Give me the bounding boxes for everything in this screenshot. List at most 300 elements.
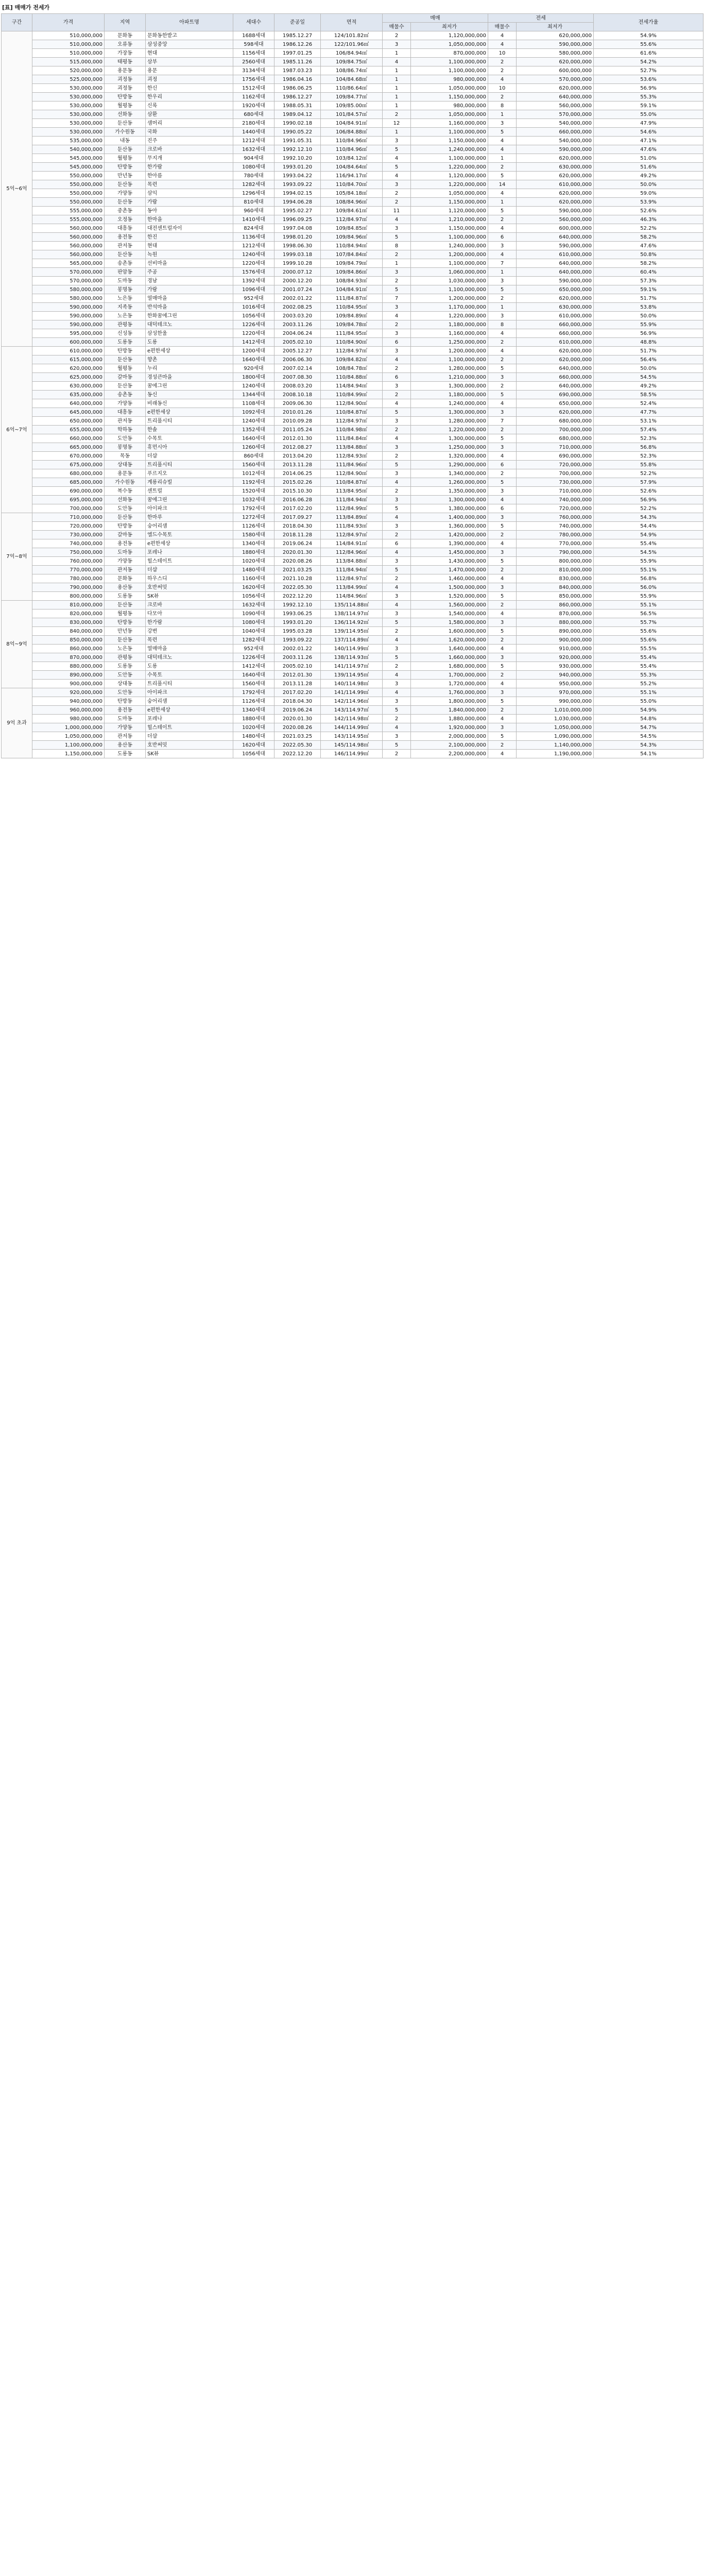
region-cell: 둔산동 [105,198,146,207]
sale-count-cell: 4 [383,548,411,557]
apt-cell: 가람 [146,198,233,207]
jeonse-price-cell: 920,000,000 [517,653,594,662]
sale-count-cell: 5 [383,706,411,715]
sale-count-cell: 5 [383,145,411,154]
region-cell: 갈마동 [105,373,146,382]
year-cell: 2011.05.24 [274,426,321,434]
area-cell: 138/114.93㎡ [321,653,383,662]
year-cell: 2018.04.30 [274,522,321,531]
price-cell: 550,000,000 [32,189,105,198]
table-row [2,653,703,662]
sale-count-cell: 3 [383,680,411,688]
table-row [2,732,703,741]
ratio-cell: 47.9% [594,119,703,128]
jeonse-count-cell: 2 [488,566,517,574]
year-cell: 1995.03.28 [274,627,321,636]
region-cell: 탄방동 [105,163,146,172]
size-cell: 810세대 [233,198,274,207]
region-cell: 태평동 [105,58,146,66]
jeonse-price-cell: 610,000,000 [517,338,594,347]
table-row [2,285,703,294]
price-cell: 560,000,000 [32,242,105,250]
sale-price-cell: 1,150,000,000 [411,137,488,145]
sale-price-cell: 1,240,000,000 [411,242,488,250]
apt-cell: 삼익 [146,189,233,198]
jeonse-count-cell: 2 [488,601,517,609]
ratio-cell: 55.9% [594,320,703,329]
sale-price-cell: 1,680,000,000 [411,662,488,671]
sale-count-cell: 5 [383,233,411,242]
year-cell: 1993.09.22 [274,180,321,189]
region-cell: 봉명동 [105,443,146,452]
jeonse-price-cell: 580,000,000 [517,49,594,58]
size-cell: 1410세대 [233,215,274,224]
size-cell: 1440세대 [233,128,274,137]
sale-price-cell: 1,350,000,000 [411,487,488,496]
jeonse-price-cell: 680,000,000 [517,434,594,443]
sale-count-cell: 4 [383,513,411,522]
table-row [2,242,703,250]
size-cell: 1012세대 [233,469,274,478]
jeonse-count-cell: 5 [488,627,517,636]
size-cell: 952세대 [233,294,274,303]
region-cell: 송촌동 [105,259,146,268]
ratio-cell: 53.9% [594,198,703,207]
sale-count-cell: 2 [383,391,411,399]
size-cell: 1080세대 [233,163,274,172]
table-row [2,119,703,128]
ratio-cell: 53.1% [594,417,703,426]
price-cell: 560,000,000 [32,233,105,242]
price-cell: 830,000,000 [32,618,105,627]
price-cell: 700,000,000 [32,504,105,513]
price-table [1,13,703,758]
jeonse-count-cell: 4 [488,137,517,145]
ratio-cell: 50.0% [594,364,703,373]
area-cell: 114/84.91㎡ [321,539,383,548]
sale-count-cell: 3 [383,329,411,338]
sale-price-cell: 1,390,000,000 [411,539,488,548]
table-row [2,461,703,469]
ratio-cell: 54.5% [594,732,703,741]
sale-count-cell: 4 [383,583,411,592]
year-cell: 2012.08.27 [274,443,321,452]
year-cell: 1992.12.10 [274,145,321,154]
sale-count-cell: 2 [383,198,411,207]
area-cell: 110/84.96㎡ [321,145,383,154]
size-cell: 1162세대 [233,93,274,101]
jeonse-price-cell: 620,000,000 [517,408,594,417]
year-cell: 1990.05.22 [274,128,321,137]
jeonse-count-cell: 2 [488,66,517,75]
region-cell: 판암동 [105,268,146,277]
apt-cell: 삼부 [146,58,233,66]
ratio-cell: 59.1% [594,285,703,294]
jeonse-count-cell: 2 [488,741,517,750]
jeonse-price-cell: 840,000,000 [517,583,594,592]
region-cell: 둔산동 [105,601,146,609]
apt-cell: 목련 [146,636,233,645]
area-cell: 111/84.95㎡ [321,329,383,338]
area-cell: 110/84.87㎡ [321,408,383,417]
page [0,0,704,758]
apt-cell: 호반써밋 [146,583,233,592]
jeonse-count-cell: 4 [488,31,517,40]
apt-cell: 대덕테크노 [146,653,233,662]
sale-price-cell: 1,120,000,000 [411,31,488,40]
jeonse-price-cell: 780,000,000 [517,531,594,539]
region-cell: 둔산동 [105,145,146,154]
table-row [2,671,703,680]
apt-cell: 강변 [146,627,233,636]
jeonse-count-cell: 7 [488,259,517,268]
table-row [2,40,703,49]
sale-price-cell: 1,620,000,000 [411,636,488,645]
year-cell: 1986.06.25 [274,84,321,93]
apt-cell: 열매마을 [146,294,233,303]
apt-cell: 선비마을 [146,259,233,268]
apt-cell: 크로바 [146,601,233,609]
sale-price-cell: 1,640,000,000 [411,645,488,653]
ratio-cell: 55.4% [594,653,703,662]
ratio-cell: 55.1% [594,688,703,697]
size-cell: 824세대 [233,224,274,233]
sale-price-cell: 1,210,000,000 [411,373,488,382]
size-cell: 1580세대 [233,531,274,539]
area-cell: 113/84.95㎡ [321,487,383,496]
table-row [2,58,703,66]
jeonse-price-cell: 640,000,000 [517,364,594,373]
apt-cell: 한솔 [146,426,233,434]
jeonse-count-cell: 4 [488,452,517,461]
sale-count-cell: 3 [383,645,411,653]
header-year: 준공일 [274,14,321,31]
jeonse-count-cell: 5 [488,285,517,294]
region-cell: 월평동 [105,609,146,618]
sale-price-cell: 1,300,000,000 [411,496,488,504]
sale-price-cell: 1,180,000,000 [411,320,488,329]
sale-price-cell: 2,000,000,000 [411,732,488,741]
year-cell: 2018.11.28 [274,531,321,539]
year-cell: 2017.02.20 [274,688,321,697]
ratio-cell: 47.7% [594,408,703,417]
region-cell: 도안동 [105,671,146,680]
sale-count-cell: 2 [383,627,411,636]
apt-cell: 꿈에그린 [146,382,233,391]
size-cell: 1640세대 [233,355,274,364]
apt-cell: 포레나 [146,715,233,723]
jeonse-price-cell: 650,000,000 [517,399,594,408]
year-cell: 2003.11.26 [274,653,321,662]
jeonse-count-cell: 5 [488,592,517,601]
size-cell: 1480세대 [233,732,274,741]
jeonse-price-cell: 1,140,000,000 [517,741,594,750]
size-cell: 1126세대 [233,522,274,531]
sale-price-cell: 1,120,000,000 [411,207,488,215]
sale-price-cell: 1,800,000,000 [411,697,488,706]
table-row [2,110,703,119]
price-cell: 530,000,000 [32,119,105,128]
price-cell: 665,000,000 [32,443,105,452]
year-cell: 2006.06.30 [274,355,321,364]
sale-price-cell: 1,150,000,000 [411,93,488,101]
area-cell: 109/84.61㎡ [321,207,383,215]
price-cell: 555,000,000 [32,207,105,215]
apt-cell: 비래동신 [146,399,233,408]
size-cell: 1344세대 [233,391,274,399]
sale-price-cell: 1,260,000,000 [411,478,488,487]
apt-cell: 한가람 [146,618,233,627]
year-cell: 1999.10.28 [274,259,321,268]
table-row [2,723,703,732]
apt-cell: 삼성중앙 [146,40,233,49]
ratio-cell: 55.1% [594,566,703,574]
table-row [2,531,703,539]
ratio-cell: 59.0% [594,189,703,198]
sale-count-cell: 2 [383,487,411,496]
jeonse-price-cell: 690,000,000 [517,452,594,461]
table-row [2,303,703,312]
size-cell: 1560세대 [233,680,274,688]
size-cell: 1512세대 [233,84,274,93]
apt-cell: e편한세상 [146,408,233,417]
region-cell: 둔산동 [105,513,146,522]
size-cell: 1108세대 [233,399,274,408]
size-cell: 1080세대 [233,618,274,627]
sale-count-cell: 6 [383,539,411,548]
price-cell: 545,000,000 [32,163,105,172]
sale-price-cell: 1,160,000,000 [411,329,488,338]
sale-price-cell: 1,240,000,000 [411,145,488,154]
apt-cell: 한우리 [146,93,233,101]
region-cell: 둔산동 [105,355,146,364]
header-jeonse: 전세 [488,14,594,23]
sale-price-cell: 1,050,000,000 [411,40,488,49]
size-cell: 1282세대 [233,180,274,189]
table-row [2,443,703,452]
ratio-cell: 60.4% [594,268,703,277]
price-cell: 530,000,000 [32,128,105,137]
apt-cell: 한화꿈에그린 [146,312,233,320]
area-cell: 143/114.97㎡ [321,706,383,715]
jeonse-count-cell: 5 [488,391,517,399]
apt-cell: 삼환 [146,110,233,119]
sale-count-cell: 2 [383,364,411,373]
year-cell: 2008.03.20 [274,382,321,391]
region-cell: 가장동 [105,49,146,58]
sale-count-cell: 2 [383,574,411,583]
region-cell: 관저동 [105,417,146,426]
table-row [2,566,703,574]
apt-cell: 국화 [146,128,233,137]
ratio-cell: 54.3% [594,513,703,522]
ratio-cell: 54.3% [594,741,703,750]
apt-cell: 휴먼시아 [146,443,233,452]
table-row [2,268,703,277]
year-cell: 2013.04.20 [274,452,321,461]
price-cell: 540,000,000 [32,145,105,154]
region-cell: 문화동 [105,31,146,40]
size-cell: 1412세대 [233,338,274,347]
area-cell: 101/84.57㎡ [321,110,383,119]
price-cell: 655,000,000 [32,426,105,434]
apt-cell: 동아 [146,207,233,215]
year-cell: 1993.06.25 [274,609,321,618]
jeonse-count-cell: 3 [488,373,517,382]
area-cell: 142/114.96㎡ [321,697,383,706]
apt-cell: 향촌 [146,355,233,364]
group-label: 7억~8억 [2,513,32,601]
size-cell: 3134세대 [233,66,274,75]
sale-count-cell: 3 [383,268,411,277]
size-cell: 1020세대 [233,557,274,566]
area-cell: 112/84.90㎡ [321,469,383,478]
jeonse-price-cell: 740,000,000 [517,522,594,531]
area-cell: 106/84.88㎡ [321,128,383,137]
area-cell: 104/84.91㎡ [321,119,383,128]
size-cell: 1340세대 [233,539,274,548]
region-cell: 중촌동 [105,207,146,215]
size-cell: 1688세대 [233,31,274,40]
table-row [2,618,703,627]
jeonse-price-cell: 620,000,000 [517,355,594,364]
year-cell: 1997.01.25 [274,49,321,58]
region-cell: 대흥동 [105,224,146,233]
size-cell: 1212세대 [233,242,274,250]
ratio-cell: 56.5% [594,609,703,618]
apt-cell: 삼성한울 [146,329,233,338]
area-cell: 114/84.94㎡ [321,382,383,391]
table-row [2,101,703,110]
price-cell: 1,150,000,000 [32,750,105,758]
jeonse-count-cell: 4 [488,680,517,688]
apt-cell: 누리 [146,364,233,373]
price-cell: 560,000,000 [32,224,105,233]
sale-count-cell: 3 [383,557,411,566]
jeonse-count-cell: 4 [488,399,517,408]
year-cell: 1993.01.20 [274,618,321,627]
year-cell: 2008.10.18 [274,391,321,399]
year-cell: 1994.06.28 [274,198,321,207]
area-cell: 122/101.96㎡ [321,40,383,49]
apt-cell: 계룡리슈빌 [146,478,233,487]
jeonse-price-cell: 870,000,000 [517,609,594,618]
jeonse-count-cell: 5 [488,128,517,137]
year-cell: 2022.05.30 [274,741,321,750]
size-cell: 598세대 [233,40,274,49]
size-cell: 1756세대 [233,75,274,84]
jeonse-price-cell: 620,000,000 [517,84,594,93]
area-cell: 109/84.77㎡ [321,93,383,101]
jeonse-price-cell: 640,000,000 [517,268,594,277]
apt-cell: 힐스테이트 [146,557,233,566]
size-cell: 960세대 [233,207,274,215]
jeonse-count-cell: 2 [488,294,517,303]
area-cell: 111/84.94㎡ [321,496,383,504]
table-row [2,706,703,715]
year-cell: 2003.03.20 [274,312,321,320]
table-row [2,320,703,329]
sale-price-cell: 1,380,000,000 [411,504,488,513]
jeonse-count-cell: 3 [488,583,517,592]
jeonse-price-cell: 620,000,000 [517,294,594,303]
jeonse-count-cell: 3 [488,443,517,452]
sale-count-cell: 2 [383,531,411,539]
jeonse-price-cell: 590,000,000 [517,277,594,285]
apt-cell: 크로바 [146,145,233,154]
apt-cell: 한진 [146,233,233,242]
size-cell: 1576세대 [233,268,274,277]
size-cell: 2180세대 [233,119,274,128]
jeonse-price-cell: 740,000,000 [517,496,594,504]
sale-price-cell: 1,290,000,000 [411,461,488,469]
jeonse-price-cell: 590,000,000 [517,145,594,154]
size-cell: 1632세대 [233,601,274,609]
ratio-cell: 55.9% [594,557,703,566]
area-cell: 109/84.75㎡ [321,58,383,66]
apt-cell: 트리풀시티 [146,461,233,469]
sale-count-cell: 2 [383,250,411,259]
group-label: 6억~7억 [2,347,32,513]
jeonse-price-cell: 790,000,000 [517,548,594,557]
jeonse-price-cell: 660,000,000 [517,320,594,329]
price-cell: 920,000,000 [32,688,105,697]
price-cell: 890,000,000 [32,671,105,680]
region-cell: 용전동 [105,539,146,548]
jeonse-price-cell: 590,000,000 [517,207,594,215]
header-area: 면적 [321,14,383,31]
table-row [2,338,703,347]
jeonse-count-cell: 5 [488,478,517,487]
size-cell: 1032세대 [233,496,274,504]
jeonse-count-cell: 3 [488,119,517,128]
area-cell: 140/114.99㎡ [321,645,383,653]
ratio-cell: 55.0% [594,697,703,706]
jeonse-price-cell: 770,000,000 [517,539,594,548]
price-cell: 550,000,000 [32,198,105,207]
sale-count-cell: 5 [383,163,411,172]
region-cell: 탄방동 [105,697,146,706]
apt-cell: 한마루 [146,513,233,522]
jeonse-count-cell: 4 [488,539,517,548]
region-cell: 도룡동 [105,338,146,347]
region-cell: 월평동 [105,101,146,110]
table-row [2,601,703,609]
jeonse-price-cell: 880,000,000 [517,618,594,627]
jeonse-price-cell: 620,000,000 [517,58,594,66]
ratio-cell: 55.4% [594,662,703,671]
table-row [2,487,703,496]
table-row [2,715,703,723]
ratio-cell: 58.5% [594,391,703,399]
sale-price-cell: 1,560,000,000 [411,601,488,609]
jeonse-count-cell: 4 [488,645,517,653]
year-cell: 1994.02.15 [274,189,321,198]
year-cell: 1993.01.20 [274,163,321,172]
sale-price-cell: 1,300,000,000 [411,382,488,391]
jeonse-count-cell: 3 [488,513,517,522]
jeonse-count-cell: 2 [488,706,517,715]
header-jeonse-count: 매물수 [488,23,517,31]
table-row [2,93,703,101]
price-cell: 680,000,000 [32,469,105,478]
area-cell: 136/114.92㎡ [321,618,383,627]
area-cell: 106/84.94㎡ [321,49,383,58]
table-row [2,513,703,522]
area-cell: 109/84.86㎡ [321,268,383,277]
year-cell: 2012.01.30 [274,434,321,443]
apt-cell: 수목토 [146,434,233,443]
